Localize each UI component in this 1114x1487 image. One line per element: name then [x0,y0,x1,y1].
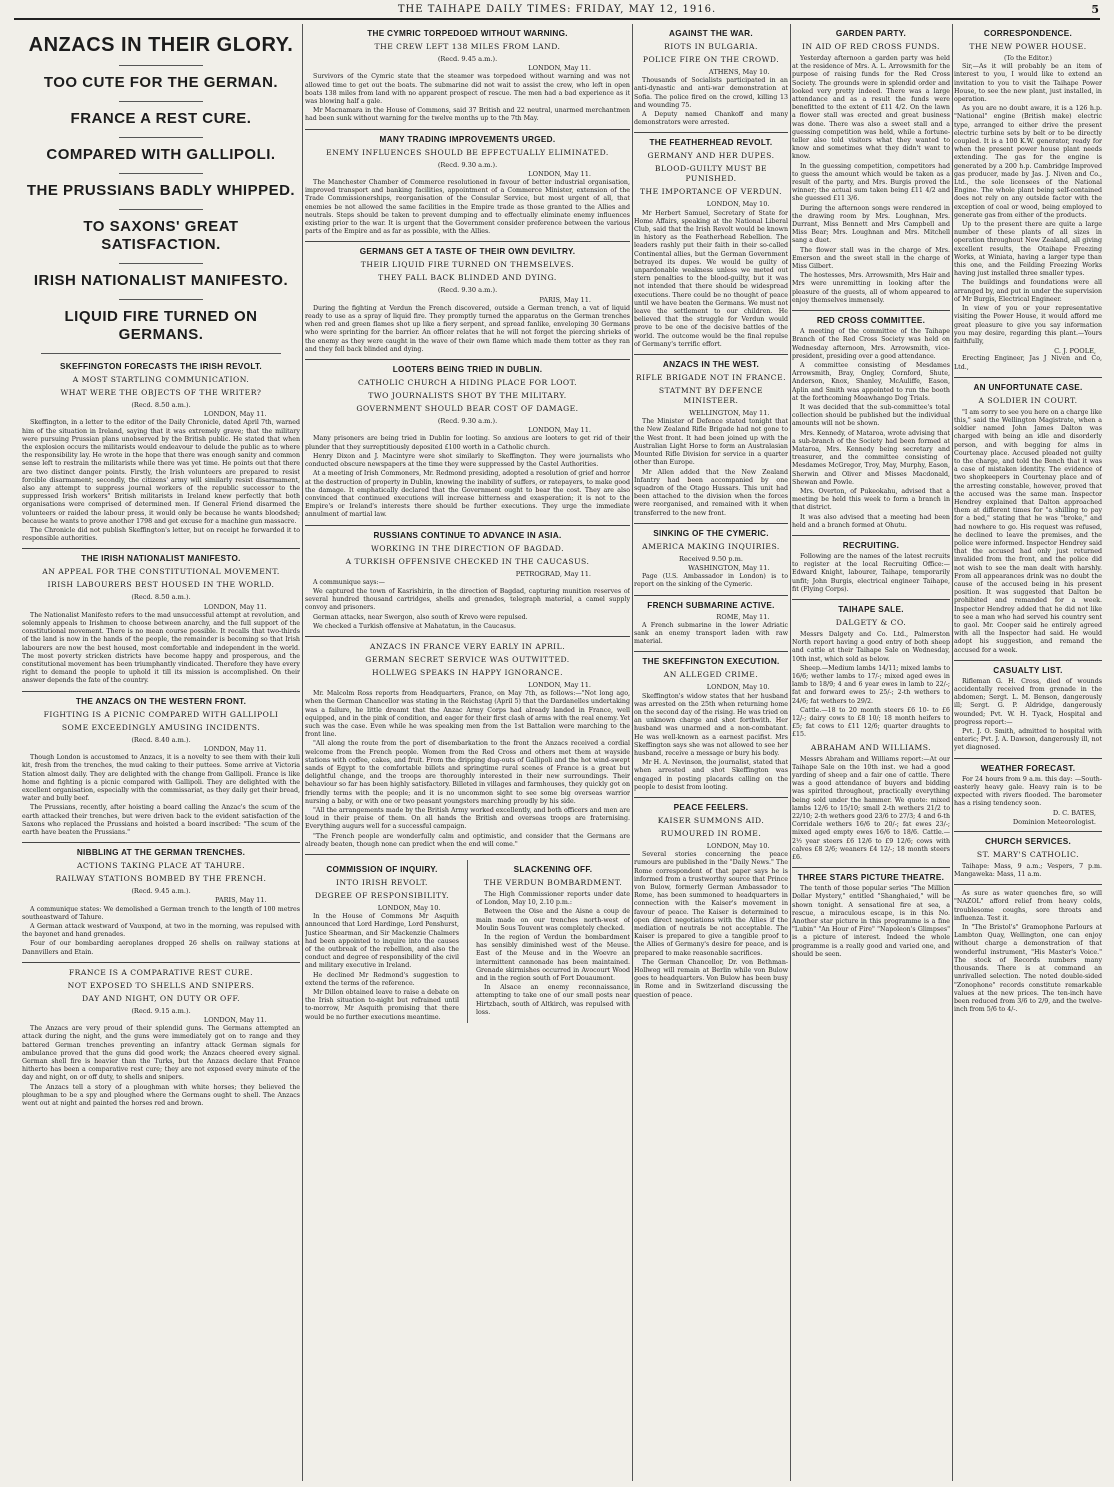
article-title: CASUALTY LIST. [993,665,1063,675]
article-title: TAIHAPE SALE. [838,604,904,614]
paragraph: Several stories concerning the peace rumours are published in the "Daily News." The Rome correspondent of that paper says he is informed from a trustworthy source that Prince von Bulow, formerly German Ambassador to Rome, has been summoned to headquarters in connection with the Kaiser's movement in favour of peace. The Kaiser is determined to open direct negotiations with the Allies if the mediation of neutrals be not acceptable. The Kaiser is prepared to give a tangible proof to the Allies of Germany's desire for peace, and is prepared to make reasonable sacrifices. [634,851,788,957]
divider [22,842,300,843]
article-subtitle: BLOOD-GUILTY MUST BE PUNISHED. [654,164,768,184]
received-time: (Recd. 8.40 a.m.). [131,735,191,744]
dateline: PARIS, May 11. [215,896,267,905]
article-title: RUSSIANS CONTINUE TO ADVANCE IN ASIA. [373,530,562,540]
article-subtitle: POLICE FIRE ON THE CROWD. [642,55,780,64]
headline: ANZACS IN THEIR GLORY. [28,34,294,56]
article-subtitle: WORKING IN THE DIRECTION OF BAGDAD. [370,543,565,553]
masthead [14,0,1100,20]
article-subtitle: IRISH LABOURERS BEST HOUSED IN THE WORLD. [47,580,275,590]
paragraph: In Alsace an enemy reconnaissance, attempting to take one of our small posts near Hirtzbach, south of Altkirch, was repulsed with loss. [476,984,630,1016]
article-title: LOOTERS BEING TRIED IN DUBLIN. [392,365,543,375]
paragraph: The tenth of those popular series "The Million Dollar Mystery," entitled "Shanghaied," will be shown tonight. A sensational fire at sea, a rescue, a miraculous escape, is in this No. Another star picture in this programme is a fine "Lubin" "An Hour of Fire" "Napoleon's Glimpses" is a picture of interest. Indeed the whole programme is a really good and varied one, and should be seen. [792,885,950,958]
article-title: PEACE FEELERS. [673,802,749,812]
article-title: THE ANZACS ON THE WESTERN FRONT. [75,696,247,706]
paragraph: The Minister of Defence stated tonight that the New Zealand Rifle Brigade had not gone to the West front. It had been joined up with the Australian Light Horse to form an Australasian Mounted Rifle Division for service in a quarter other than Europe. [634,418,788,467]
paragraph: It was also advised that a meeting had been held and a branch formed at Ohutu. [792,513,950,529]
divider [305,854,630,855]
paragraph: Mrs. Overton, of Pukeokahu, advised that a meeting be held this week to form a branch in that district. [792,487,950,512]
article-subtitle: THEY FALL BACK BLINDED AND DYING. [378,273,557,283]
article-title: RECRUITING. [842,540,900,550]
paragraph: For 24 hours from 9 a.m. this day: —South-easterly heavy gale. Heavy rain is to be expected with rivers flooded. The barometer has a rising tendency soon. [954,775,1102,808]
paper-title: THE TAIHAPE DAILY TIMES: [397,3,572,15]
paragraph: Following are the names of the latest recruits to register at the local Recruiting Office:—Edward Knight, labourer, Taihape, temporarily unfit; John Burgis, electrical engineer Taihape, fit (Flying Corps). [792,552,950,593]
divider [22,548,300,549]
paragraph: Though London is accustomed to Anzacs, it is a novelty to see them with their kuli kit, fresh from the trenches, the mud caking to their puttees. Some arrive at Victoria Station almost daily. They are delighted with the change from Gallipoli. France is like home and fighting is a picnic compared with Gallipoli. They are delighted with the excellent organisation, especially with the commissariat, as they daily get their bread, water and bully beef. [22,754,300,803]
divider [119,299,202,300]
paragraph: Mrs. Kennedy, of Mataroa, wrote advising that a sub-branch of the Society had been formed at Mataroa, Mrs. Kennedy being secretary and treasurer, and the committee consisting of Mesdames McGregor, Troy, May, Murphy, Eason, Sherwin and Oliver and Misses Macdonald, Shewan and Powle. [792,429,950,486]
dateline: ROME, May 11. [716,612,770,621]
divider [305,359,630,360]
page-number: 5 [1091,2,1100,16]
paragraph: A French submarine in the lower Adriatic sank an enemy transport laden with raw material. [634,621,788,646]
paragraph: Pvt. J. O. Smith, admitted to hospital with enteric; Pvt. J. A. Dawson, dangerously ill, not yet diagnosed. [954,728,1102,752]
article-title: CHURCH SERVICES. [984,836,1072,846]
paragraph: Many prisoners are being tried in Dublin for looting. So anxious are looters to get rid of their plunder that they surreptitiously deposited £100 worth in a Catholic church. [305,435,630,451]
article-subtitle: HOLLWEG SPEAKS IN HAPPY IGNORANCE. [371,667,564,677]
paragraph: The hostesses, Mrs. Arrowsmith, Mrs Hair and Mrs were unremitting in looking after the pleasure of the guests, all of whom appeared to enjoy themselves immensely. [792,272,950,304]
paragraph: German attacks, near Swergon, also south of Krevo were repulsed. [313,613,528,621]
headline: COMPARED WITH GALLIPOLI. [46,146,276,163]
divider [305,636,630,637]
dateline: LONDON, May 11. [528,426,591,435]
article-title: THREE STARS PICTURE THEATRE. [797,873,945,883]
article-subtitle: RIFLE BRIGADE NOT IN FRANCE. [635,373,787,383]
paragraph: Mr Dillon obtained leave to raise a debate on the Irish situation to-night but refrained until to-morrow, Mr Asquith promising that there would be no further executions meantime. [305,989,459,1021]
received-time: (Recd. 9.45 a.m.). [131,887,191,896]
article-title: GERMANS GET A TASTE OF THEIR OWN DEVILTRY. [359,247,576,257]
article-title: NIBBLING AT THE GERMAN TRENCHES. [76,848,246,858]
article-subtitle: A MOST STARTLING COMMUNICATION. [72,375,250,384]
article-subtitle: ACTIONS TAKING PLACE AT TAHURE. [76,861,246,871]
paragraph: Taihape: Mass, 9 a.m.; Vespers, 7 p.m. Mangaweka: Mass, 11 a.m. [954,862,1102,879]
paragraph: Mr. Malcolm Ross reports from Headquarters, France, on May 7th, as follows:—"Not long ago, when the German Chancellor was stating in the Reichstag (April 5) that the Dardanelles undertaking was a failure, he little dreamt that the Anzac Army Corps had already landed in France, well equipped, and in the pink of condition, and eager for their first clash of arms with the real enemy. Yet such was the case. Even while he was speaking men from the 1st Battalion were marching to the front line. [305,690,630,739]
paragraph: Rifleman G. H. Cross, died of wounds accidentally received from grenade in the abdomen; Sergt. L. M. Benson, dangerously ill; Sergt. G. P. Aldridge, dangerously wounded; Pvt. W. H. Tyack, Hospital and progress report:— [954,677,1102,726]
article-subtitle: TWO JOURNALISTS SHOT BY THE MILITARY. [368,391,567,401]
paragraph: During the fighting at Verdun the French discovered, outside a German trench, a vat of liquid ready to use as a spray of liquid fire. They promptly turned the apparatus on the German trenches when red and green flames shot up like a fiery serpent, and spread fanlike, enveloping 30 Germans who were sprinting for the barrier. An officer relates that he will not forget the piercing shrieks of the enemy as they were caught in the wave of their own flame which made them totter as they ran and they fell back blinded and dying. [305,304,630,353]
dateline: LONDON, May 11. [203,410,267,419]
signature: C. J. POOLE, [1054,347,1096,356]
paragraph: At a meeting of Irish Commoners, Mr. Redmond presiding, adopted a resolution of grief and horror at the destruction of property in Dublin, knowing the inability of suffers, or ratepayers, to make good the damage. It emphatically declared that the Government ought to bear the cost. They are also convinced that continued executions will increase bitterness and exasperation; it is not to the Empire's or Ireland's interests there should be further executions. They urge the immediate annulment of martial law. [305,470,630,519]
paragraph: "I am sorry to see you here on a charge like this," said the Wellington Magistrate, when a soldier named John James Dalton was charged with being an idle and disorderly person, and with begging for alms in Courtenay place. Accused pleaded not guilty to the charge, and told the Bench that it was a case of mistaken identity. The evidence of two shopkeepers in Courtenay place and of the arresting constable, however, proved that the accused was the same man. Inspector Hendrey explained that Dalton approached them at different times for "a shilling to pay for a bed," stating that he was "broke," and had nowhere to go. His request was refused, he declined to leave the premises, and the police were informed. Inspector Hendrey said that the accused had only just returned invalided from the front, and the police did not wish to see the man dealt with harshly. From all appearances drink was no doubt the cause of the accused being in his present position. It was suggested that Dalton be prohibited and remanded for a week. Inspector Hendrey added that he did not like to see a man who had served his country sent to gaol. Mr. Cooper said he entirely agreed with all the Inspector had said. He would adopt his suggestion, and remand the accused for a week. [954,408,1102,654]
dateline: LONDON, May 11. [528,64,591,73]
article-subtitle: ST. MARY'S CATHOLIC. [976,849,1080,859]
column-1 [22,24,300,1481]
paragraph: A Deputy named Chankoff and many demonstrators were arrested. [634,111,788,127]
divider [792,535,950,536]
paragraph: In "The Bristol's" Gramophone Parlours at Lambton Quay, Wellington, one can enjoy without charge a demonstration of that wonderful instrument, "His Master's Voice." The stock of Records numbers many thousands. There is at command an unrivalled selection. The noted double-sided "Zonophone" records constitute remarkable values at the new prices. The ten-inch have been reduced from 3/6 to 2/9, and the twelve-inch from 5/6 to 4/-. [954,924,1102,1014]
dateline: WASHINGTON, May 11. [688,563,770,572]
headline: THE PRUSSIANS BADLY WHIPPED. [26,182,296,199]
article-subtitle: KAISER SUMMONS AID. [657,815,765,825]
paragraph: Thousands of Socialists participated in an anti-dynastic and anti-war demonstration at Sofia. The police fired on the crowd, killing 13 and wounding 75. [634,77,788,109]
paragraph: In the region of Verdun the bombardment has sensibly diminished west of the Meuse. East of the Meuse and in the Woevre an intermittent cannonade has been maintained. Grenade skirmishes occurred in Avocourt Wood and in the region south of Fort Douaumont. [476,934,630,983]
split-section [305,860,630,1023]
commission-article [305,860,459,1023]
article-subtitle: GERMANY AND HER DUPES. [647,151,775,161]
signature: D. C. BATES, [1052,809,1096,818]
received-time: (Recd. 8.50 a.m.). [131,593,191,602]
paragraph: A communique states: We demolished a German trench to the length of 100 metres southeastward of Tahure. [22,905,300,921]
dateline: LONDON, May 11. [203,602,267,611]
column-2 [305,24,630,1481]
received-time: (Recd. 9.30 a.m.). [437,160,498,169]
paragraph: Mr Herbert Samuel, Secretary of State for Home Affairs, speaking at the National Liberal Club, said that the Irish Revolt would be known in history as the Featherhead Rebellion. The leaders rashly put their faith in their so-called Continental allies, but the German Government betrayed its dupes. We would be guilty of unpardonable weakness unless we meted out stern penalties to the blood-guilty, but it was not intended that there should be widespread executions. There could be no thought of peace until we have beaten the Germans. We must not leave the settlement to our children. He believed that the struggle for Verdun would prove to be one of the decisive battles of the world. The outcome would be the final repulse of Germany's terrific effort. [634,209,788,348]
divider [22,962,300,963]
paragraph: The Chronicle did not publish Skeffington's letter, but on receipt he forwarded it to responsible authorities. [22,527,300,543]
divider [119,65,202,66]
column-rule [952,24,953,1481]
article-title: THE SKEFFINGTON EXECUTION. [642,657,780,667]
paragraph: The buildings and foundations were all arranged by, and put in under the supervision of Mr Burgis, Electrical Engineer. [954,279,1102,303]
paragraph: We checked a Turkish offensive at Mahatatun, in the Caucasus. [313,622,516,630]
dateline: PARIS, May 11. [539,295,591,304]
paragraph: Four of our bombarding aeroplanes dropped 26 shells on railway stations at Dannvillers and Etain. [22,940,300,956]
paragraph: A committee consisting of Mesdames Arrowsmith, Bray, Ongley, Cornford, Shute, Anderson, Knox, Shanley, McAuliffe, Eason, Aplin and Smith was appointed to run the booth at the forthcoming Moawhango Dog Trials. [792,361,950,402]
dateline: WELLINGTON, May 11. [689,409,770,418]
article-title: AN UNFORTUNATE CASE. [973,382,1083,392]
divider [634,523,788,524]
paragraph: Sir,—As it will probably be an item of interest to you, I would like to extend an invitation to you to visit the Taihape Power House, to see the new plant, just installed, in operation. [954,63,1102,104]
paragraph: "All along the route from the port of disembarkation to the front the Anzacs received a cordial welcome from the French people. Women from the Red Cross and others met them at wayside stations with coffee, cakes, and fruit. From the dripping dug-outs of Gallipoli and the hot wind-swept sands of Egypt to the comfortable billets and springtime rural scenes of France is a great but delightful change, and the troops are thoroughly interested in their new surroundings. Their behaviour so far has been highly satisfactory. Billeted in villages and farmhouses, they quickly got on friendly terms with the people; and it is no uncommon sight to see some big overseas warrior nursing a baby, or with one or two peasant youngsters marching proudly by his side. [305,740,630,805]
headline: TOO CUTE FOR THE GERMAN. [43,74,279,91]
article-title: AGAINST THE WAR. [669,29,753,38]
divider [792,599,950,600]
paragraph: We captured the town of Kasrishirin, in the direction of Bagdad, capturing munition reserves of several hundred thousand cartridges, shells and grenades, telegraph material, a camel supply convoy and prisoners. [305,587,630,612]
received-time: (Recd. 9.30 a.m.). [437,286,498,295]
paragraph: A communique says:— [313,578,385,586]
article-title: MANY TRADING IMPROVEMENTS URGED. [379,134,556,144]
article-title: CORRESPONDENCE. [983,29,1073,38]
signature-title: Dominion Meteorologist. [1012,817,1096,826]
article-subtitle: GOVERNMENT SHOULD BEAR COST OF DAMAGE. [356,404,579,414]
article-title: THE FEATHERHEAD REVOLT. [649,138,773,148]
letter-salutation: (To the Editor.) [1003,55,1052,62]
received-time: (Recd. 8.50 a.m.). [131,401,191,409]
divider [41,353,280,354]
article-subtitle: FIGHTING IS A PICNIC COMPARED WITH GALLIPOLI [43,709,279,719]
divider [305,525,630,526]
paragraph: The Prussians, recently, after hoisting a board calling the Anzac's the scum of the earth attacked their trenches, but were driven back to the evident satisfaction of the Saxons who replaced the Prussians and hoisted a board inscribed: "The scum of the earth have beaten the Prussians." [22,804,300,836]
article-subtitle: IN AID OF RED CROSS FUNDS. [802,42,940,51]
paragraph: Henry Dixon and J. Macintyre were shot similarly to Skeffington. They were journalists who conducted obscure newspapers at the time they were suppressed by the Castel Authorities. [305,452,630,469]
divider [305,241,630,242]
headline: TO SAXONS' GREAT SATISFACTION. [83,218,239,253]
article-title: FRENCH SUBMARINE ACTIVE. [647,600,775,610]
paragraph: In view of you or your representative visiting the Power House, it would afford me great pleasure to give you say information you may desire, regarding this plant.—Yours faithfully, [954,305,1102,345]
column-rule [632,24,633,1481]
received-time: (Recd. 9.15 a.m.). [131,1006,191,1015]
article-title: COMMISSION OF INQUIRY. [326,865,438,874]
paragraph: "The French people are wonderfully calm and optimistic, and consider that the Germans are already beaten, though none can predict when the end will come." [305,832,630,848]
article-subtitle: THEIR LIQUID FIRE TURNED ON THEMSELVES. [360,260,575,270]
paragraph: Mr Allen added that the New Zealand Infantry had been accompanied by one squadron of the Otago Hussars. This unit had been attached to the division when the forces were reorganised, and remained with it when transferred to the new front. [634,468,788,517]
dateline: LONDON, May 11. [528,680,591,689]
divider [305,129,630,130]
article-subtitle: THE NEW POWER HOUSE. [969,42,1087,51]
paragraph: As you are no doubt aware, it is a 126 h.p. "National" engine (British make) electric type, arranged to either drive the present electric turbine sets by belt or to be directly coupled. It is a 100 K.W. generator, ready for when the present power house plant needs extending. The gas for the engine is generated by a 200 h.p. Cambridge Improved gas producer, made by Jas. J. Niven and Co., Ltd., the sole licensees of the National Engine. The whole plant being self-contained does not rely on any outside factor with the exception of coal or wood, being employed to generate gas from either of the products. [954,105,1102,219]
article-title: WEATHER FORECAST. [980,763,1076,773]
divider [119,263,202,264]
paragraph: The Manchester Chamber of Commerce resolutioned in favour of better industrial organisation, improved transport and banking facilities, appointment of a Commerce Minister, extension of the Trade Commissionerships, reorganisation of the Consular Service, but most urgent of all, that enemies be not allowed the same facilities in the Empire trade as those granted to the Allies and neutrals. Steps should be taken to prevent dumping and to effectually eliminate enemy influences existing prior to the war. It is urgent that the Government consider preference between the various parts of the Empire and as far as possible, with the Allies. [305,179,630,236]
article-subtitle: A SOLDIER IN COURT. [978,395,1078,405]
paragraph: Between the Oise and the Aisne a coup de main made on our trenches north-west of Moulin Sous Touvent was completely checked. [476,908,630,932]
dateline: LONDON, May 10. [706,683,770,692]
article-subtitle: RUMOURED IN ROME. [660,828,762,838]
divider [634,651,788,652]
article-title: ANZACS IN THE WEST. [662,360,760,370]
article-title: SKEFFINGTON FORECASTS THE IRISH REVOLT. [60,362,262,371]
article-subtitle: THE VERDUN BOMBARDMENT. [483,878,623,887]
divider [954,831,1102,832]
divider [119,209,202,210]
column-rule [790,24,791,1481]
divider [119,101,202,102]
article-subtitle: AMERICA MAKING INQUIRIES. [642,541,780,551]
paragraph: The Anzacs tell a story of a ploughman with white horses; they believed the ploughman to be a spy and ploughed where the Germans ought to shell. The Anzacs went out at night and painted the horses red and brown. [22,1083,300,1107]
article-title: SLACKENING OFF. [513,865,593,874]
paragraph: Messrs Abraham and Williams report:—At our Taihape Sale on the 10th inst. we had a good yarding of sheep and a fair one of cattle. There was a good attendance of buyers and bidding was spirited throughout, practically everything being sold under the hammer. We quote: mixed lambs 12/6 to 15/10; small 2-th wethers 21/2 to 22/10; 2-th wethers good 23/6 to 27/3; 4 and 6-th Corridale wethers 16/6 to 20/-; fat ewes 23/-; mixed aged empty ewes 16/6 to 18/6. Cattle.—2½ year steers £6 12/6 to £9 12/6; cows with calves £8 2/6; weaners £4 12/-; 18 month steers £6. [792,755,950,862]
divider [119,137,202,138]
article-subtitle: WHAT WERE THE OBJECTS OF THE WRITER? [60,388,262,397]
article-title: RED CROSS COMMITTEE. [816,316,926,326]
column-4 [792,24,950,1481]
article-subtitle: AN APPEAL FOR THE CONSTITUTIONAL MOVEMENT. [42,567,280,577]
paragraph: In the guessing competition, competitors had to guess the amount which would be taken as a result of the party, and Mrs. Burgis proved the winner; the actual sum taken being £11 4/2 and she guessed £11 3/6. [792,162,950,203]
dateline: ATHENS, May 10. [708,68,770,76]
paragraph: Page (U.S. Ambassador in London) is to report on the sinking of the Cymeric. [634,573,788,589]
article-subtitle: INTO IRISH REVOLT. [336,878,428,887]
paragraph: The Nationalist Manifesto refers to the mad unsuccessful attempt at revolution, and solemnly appeals to Irishmen to choose between anarchy, and the full support of the constitutional movement. There is no mean course possible. It recalls that two-thirds of the land is now in the hands of the people, the remainder is becoming so that Irish labourers are now the best housed, most comfortable and independent in the world. The most poverty stricken districts have become happy and prosperous, and the constitutional movement has been triumphantly vindicated. Therefore they have every right to demand the people to uphold it till its mission is accomplished. On their answer depends the fate of the country. [22,611,300,685]
article-title: THE IRISH NATIONALIST MANIFESTO. [81,554,241,564]
paragraph: It was decided that the sub-committee's total collection should be published but the individual amounts will not be shown. [792,403,950,428]
paragraph: Yesterday afternoon a garden party was held at the residence of Mrs. A. L. Arrowsmith for the purpose of raising funds for the Red Cross Society. The grounds were in splendid order and looked very pretty indeed. There was a large attendance and as a result the funds were benefitted to the extent of £11 4/2. On the lawn a flower stall was erected and great business was done. There was also a sweet stall and a guessing competition was held, while a fortune-teller also told visitors what they wanted to know and sometimes what they didn't want to know. [792,55,950,161]
divider [954,884,1102,885]
article-subtitle: STATMNT BY DEFENCE MINISTEER. [658,386,764,406]
paragraph: He declined Mr Redmond's suggestion to extend the terms of the reference. [305,971,459,987]
divider [634,797,788,798]
received-time: (Recd. 9.30 a.m.). [437,417,498,426]
article-subtitle: GERMAN SECRET SERVICE WAS OUTWITTED. [365,654,570,664]
paragraph: Sheep.—Medium lambs 14/11; mixed lambs to 16/6; wether lambs to 17/-; mixed aged ewes in lamb to 18/9; 4 and 6 year ewes in lamb to 22/-; fat and forward ewes to 25/-; 2-th wethers to 24/6; fat wethers to 29/2. [792,664,950,705]
divider [954,660,1102,661]
dateline: PETROGRAD, May 11. [515,569,591,578]
article-subtitle: THE IMPORTANCE OF VERDUN. [639,187,783,197]
paragraph: The flower stall was in the charge of Mrs. Emerson and the sweet stall in the charge of Miss Gilbert. [792,246,950,271]
received-time: Received 9.50 p.m. [679,554,743,563]
paragraph: Mr H. A. Nevinson, the journalist, stated that when arrested and shot Skeffington was engaged in posting placards calling on the people to desist from looting. [634,759,788,791]
signature-title: Erecting Engineer, Jas J Niven and Co, Ltd., [954,355,1102,371]
paragraph: During the afternoon songs were rendered in the drawing room by Mrs. Loughnan, Mrs. Durrant, Miss Bennett and Mrs Campbell and Miss Bear; Mrs. Loughnan and Mrs. Mitchell sang a duet. [792,204,950,245]
article-subtitle: RAILWAY STATIONS BOMBED BY THE FRENCH. [55,874,267,884]
dateline: LONDON, May 10. [706,200,770,209]
column-5 [954,24,1102,1481]
article-subtitle: RIOTS IN BULGARIA. [664,42,758,51]
divider [792,310,950,311]
article-subtitle: CATHOLIC CHURCH A HIDING PLACE FOR LOOT. [357,378,578,388]
divider [634,354,788,355]
article-subtitle: NOT EXPOSED TO SHELLS AND SNIPERS. [67,980,255,990]
article-subtitle: FRANCE IS A COMPARATIVE REST CURE. [68,967,254,977]
dateline: LONDON, May 10. [377,904,441,912]
article-subtitle: THE CREW LEFT 138 MILES FROM LAND. [374,42,561,51]
paragraph: Cattle.—18 to 20 month steers £6 10- to £6 12/-; dairy cows to £8 10/; 18 month heifers to £5; fat cows to £11 12/6; quarter draughts to £15. [792,706,950,739]
paragraph: A meeting of the committee of the Taihape Branch of the Red Cross Society was held on Wednesday afternoon, Mrs. Arrowsmith, vice-president, presiding over a good attendance. [792,328,950,360]
headline: LIQUID FIRE TURNED ON GERMANS. [64,308,258,343]
dateline: LONDON, May 11. [528,169,591,178]
paragraph: Survivors of the Cymric state that the steamer was torpedoed without warning and was not allowed time to get out the boats. The submarine did not wait to assist the crew, who left in open boats 138 miles from land with no apparent prospect of rescue. The men had a bad experience as it was blowing half a gale. [305,73,630,106]
paragraph: As sure as water quenches fire, so will "NAZOL" afford relief from heavy colds, troublesome coughs, sore throats and influenza. Test it. [954,890,1102,922]
headline: FRANCE A REST CURE. [70,110,252,127]
paragraph: The High Commissioner reports under date of London, May 10, 2.10 p.m.: [476,891,630,907]
article-subtitle: ABRAHAM AND WILLIAMS. [810,742,932,752]
paragraph: In the House of Commons Mr Asquith announced that Lord Hardinge, Lord Penshurst, Justice Shearman, and Sir Mackenzie Chalmers had been appointed to inquire into the causes of the outbreak of the rebellion, and also the conduct and degree of responsibility of the civil and military executive in Ireland. [305,913,459,970]
column-rule [302,24,303,1481]
article-subtitle: DALGETY & CO. [835,617,907,627]
slackening-article [476,860,630,1023]
divider [954,377,1102,378]
article-subtitle: SOME EXCEEDINGLY AMUSING INCIDENTS. [61,722,261,732]
paragraph: Messrs Dalgety and Co. Ltd., Palmerston North report having a good entry of both sheep and cattle at their Taihape Sale on Wednesday, 10th inst, which sold as below. [792,630,950,663]
issue-date: FRIDAY, MAY 12, 1916. [575,3,717,15]
headline: IRISH NATIONALIST MANIFESTO. [33,272,289,289]
received-time: (Recd. 9.45 a.m.). [437,55,498,63]
article-title: SINKING OF THE CYMERIC. [653,528,769,538]
article-title: THE CYMRIC TORPEDOED WITHOUT WARNING. [367,29,568,38]
column-rule [467,860,468,1023]
paragraph: A German attack westward of Vauxpond, at two in the morning, was repulsed with the bayonet and hand grenades. [22,922,300,939]
dateline: LONDON, May 11. [203,744,267,753]
paragraph: Up to the present there are quite a large number of these plants of all sizes in operation throughout New Zealand, all giving excellent results, the Otaihape Freezing Works, at Winiata, having a larger type than this one, and the Feilding Freezing Works having just installed three smaller types. [954,221,1102,278]
article-subtitle: A TURKISH OFFENSIVE CHECKED IN THE CAUCASUS. [345,556,590,566]
divider [954,758,1102,759]
divider [22,691,300,692]
article-subtitle: DAY AND NIGHT, ON DUTY OR OFF. [81,993,241,1003]
dateline: LONDON, May 10. [706,841,770,850]
article-subtitle: AN ALLEGED CRIME. [663,670,759,680]
article-title: GARDEN PARTY. [835,29,907,38]
paragraph: Skeffington's widow states that her husband was arrested on the 25th when returning home on the second day of the rising. He was tried on an unknown charge and shot forthwith. Her husband was unarmed and a non-combatant. He was well-known as a earnest pacifist. Mrs Skeffington says she was not allowed to see her husband, receive a message or bury his body. [634,692,788,757]
column-3 [634,24,788,1481]
divider [634,132,788,133]
article-subtitle: ENEMY INFLUENCES SHOULD BE EFFECTUALLY ELIMINATED. [326,147,609,157]
article-subtitle: DEGREE OF RESPONSIBILITY. [314,891,450,900]
paragraph: Skeffington, in a letter to the editor of the Daily Chronicle, dated April 7th, warned him of the situation in Ireland, saying that it was extremely grave; that the military were pursuing Prussian plans unobserved by the British public. He stated that when the explosion occurs the militarists would endeavour to delude the public as to where the responsibility lay. He wrote in the hope that there was enough sanity and common sense left to restrain the militarists while there was yet time. He points out that there are two distinct danger points. Firstly, the Irish volunteers are prepared to resist forcible disarmament; secondly, the citizens' army will similarly resist disarmament, also any attempt to suppress journal workers of the republic successor to the suppressed Irish workers" British militarists in Ireland knew perfectly that both organisations were comprised of determined men. If General Friend disarmed the volunteers or raided the labour press, it would only be because he wants bloodshed; because he wants to prove another 1798 and get excuse for a machine gun massacre. [22,419,300,525]
paragraph: The German Chancellor, Dr. von Bethman-Hollweg will remain at Berlin while von Bulow goes to headquarters. Von Bulow has been busy in Rome and in Switzerland discussing the question of peace. [634,958,788,999]
paragraph: The Anzacs are very proud of their splendid guns. The Germans attempted an attack during the night, and the guns were immediately got on to range and they battered German trenches preventing an infantry attack German signals for ambulance proved that the guns did good work; the Anzacs cheered every signal. German shell fire is heavier than the Turks, but the Anzacs declare that France hitherto has been a comparative rest cure; they are not exposed every minute of the day and night, on or off duty, to shells and snipers. [22,1025,300,1082]
article-subtitle: ANZACS IN FRANCE VERY EARLY IN APRIL. [369,641,566,651]
divider [634,595,788,596]
paragraph: "All the arrangements made by the British Army worked excellently, and both officers and men are loud in their praise of them. On all hands the British and overseas troops are fraternising. Everything augurs well for a successful campaign. [305,806,630,831]
divider [119,173,202,174]
divider [792,867,950,868]
dateline: LONDON, May 11. [203,1015,267,1024]
paragraph: Mr Macnamara in the House of Commons, said 37 British and 22 neutral, unarmed merchantmen had been sunk without warning for the twelve months up to the 7th May. [305,107,630,123]
